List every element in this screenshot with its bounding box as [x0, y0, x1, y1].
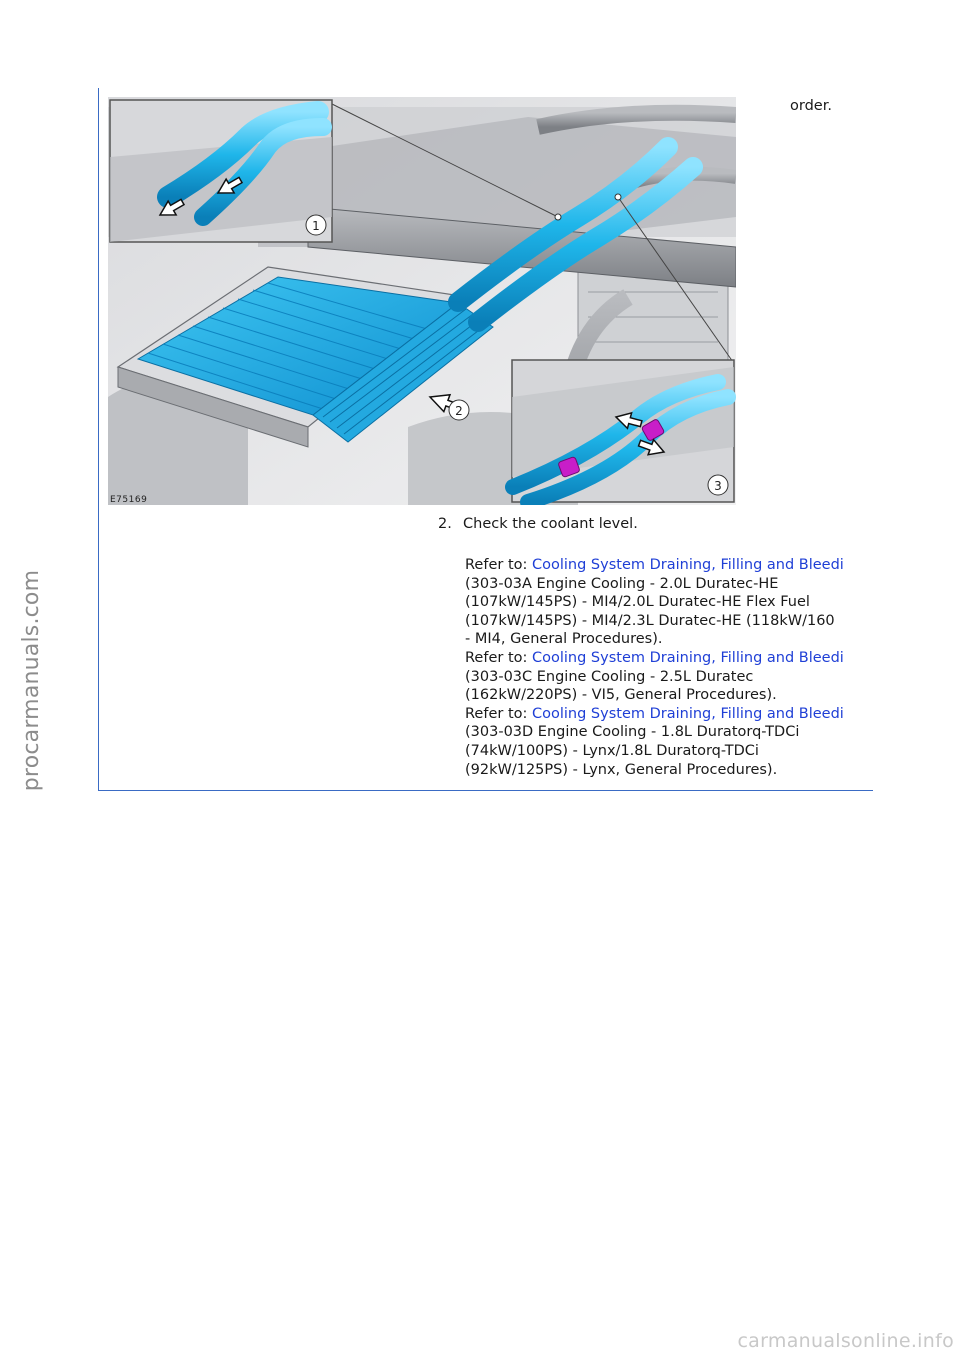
refer-to-label: Refer to:: [465, 649, 532, 666]
heater-core-illustration: [108, 97, 736, 505]
reference-2: Refer to: Cooling System Draining, Filling and Bleedi (303-03C Engine Cooling - 2.5L Duratec (162kW/220PS) - VI5, General Procedures).: [465, 649, 844, 704]
reference-list: [465, 556, 872, 779]
step-number: 2.: [438, 516, 452, 532]
inset-1: [110, 100, 332, 242]
reference-link-2[interactable]: Cooling System Draining, Filling and Bleedi: [532, 649, 844, 666]
reference-link-1[interactable]: Cooling System Draining, Filling and Bleedi: [532, 557, 844, 573]
callout-2-label: 2: [455, 404, 463, 418]
figure-id: E75169: [110, 495, 148, 505]
refer-to-label: Refer to:: [465, 705, 532, 722]
reference-link-3[interactable]: Cooling System Draining, Filling and Bleedi: [532, 705, 844, 722]
callout-3-label: 3: [714, 479, 722, 493]
inset-3: [512, 360, 734, 502]
reference-1: Refer to: Cooling System Draining, Filling and Bleedi (303-03A Engine Cooling - 2.0L Duratec-HE (107kW/145PS) - MI4/2.0L Duratec-HE Flex Fuel (107kW/145PS) - MI4/2.3L Duratec-HE (118kW/160 - MI4, General Procedures).: [465, 557, 844, 648]
refer-to-label: Refer to:: [465, 557, 532, 573]
trailing-text: order.: [790, 98, 832, 114]
step-text: Check the coolant level.: [463, 516, 638, 532]
callout-1-label: 1: [312, 219, 320, 233]
footer-watermark: carmanualsonline.info: [737, 1330, 954, 1352]
reference-3: Refer to: Cooling System Draining, Filling and Bleedi (303-03D Engine Cooling - 1.8L Duratorq-TDCi (74kW/100PS) - Lynx/1.8L Duratorq-TDCi (92kW/125PS) - Lynx, General Procedures).: [465, 705, 844, 778]
side-watermark: procarmanuals.com: [19, 569, 45, 791]
